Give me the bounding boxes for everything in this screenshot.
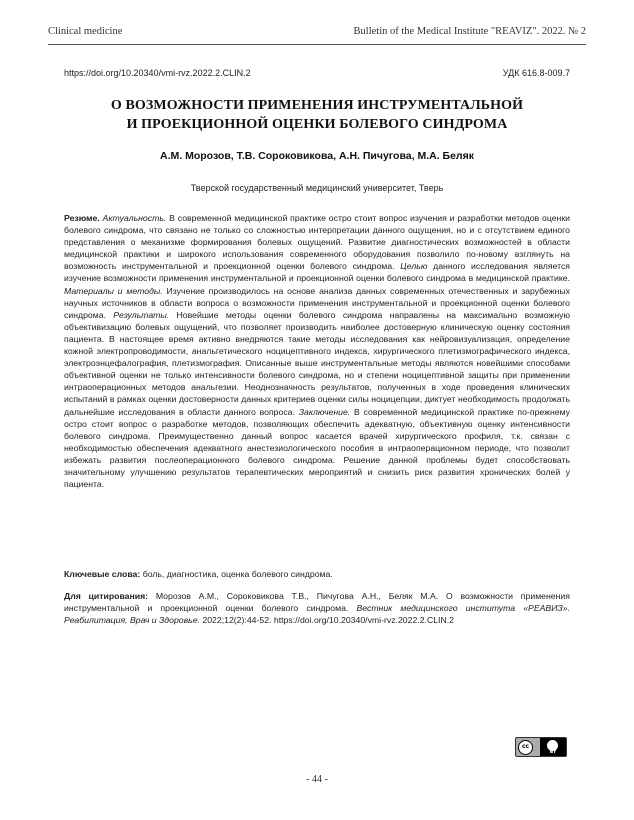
keywords [64,568,570,580]
udk-code: УДК 616.8-009.7 [502,68,570,78]
title-line-1: О ВОЗМОЖНОСТИ ПРИМЕНЕНИЯ ИНСТРУМЕНТАЛЬНОЙ [110,98,524,113]
abstract [64,212,570,490]
conclusion-label: Заключение. [298,406,351,417]
conclusion-text: В современной медицинской практике по-прежнему остро стоит вопрос о разработке методов, позволяющих обеспечить адекватную, объективную оценку интенсивности болевого синдрома. Преимущественно данный вопрос касается врачей хирургического профиля, т.к. связан с необходимостью обеспечения адекватного анестезиологического пособия в интраоперационном периоде, что позволит избежать развития послеоперационного болевого синдрома. Решение данной проблемы будет способствовать значительному улучшению результатов терапевтических мероприятий и снизить риск развития хронических болей у пациента. [64,406,570,490]
methods-label: Материалы и методы. [64,285,163,296]
citation-tail: 2022;12(2):44-52. https://doi.org/10.20340/vmi-rvz.2022.2.CLIN.2 [202,615,454,626]
relevance-label: Актуальность. [102,213,167,223]
aim-text: данного исследования является изучение возможности применения инструментальной и проекционной оценки болевого синдрома в медицинской практике. [64,261,570,284]
doi-link[interactable]: https://doi.org/10.20340/vmi-rvz.2022.2.CLIN.2 [64,68,251,78]
page-number: - 44 - [306,774,328,785]
by-label: BY [549,750,557,755]
affiliation: Тверской государственный медицинский университет, Тверь [190,183,444,193]
results-text: Новейшие методы оценки болевого синдрома направлены на максимально возможную объективизацию болевых ощущений, что позволяет производить наиболее достоверную клиническую оценку состояния пациента. В настоящее время активно внедряются такие методы исследования как нейровизуализация, определение кожной электропроводимости, анальгетического ноцицептивного индекса, хирургического плетизмографического индекса, электроэнцефалография, плетизмография. Описанные выше инструментальные методы являются новейшими способами объективной оценки не только интенсивности болевого синдрома, но и степени ноцицептивной защиты при применении интраоперационных методов анальгезии. Неоднозначность результатов, полученных в ходе проведения клинических испытаний в рамках оценки достоверности данных критериев оценки силы ноцицепции, диктует необходимость продолжать дальнейшие исследования в области данного вопроса. [64,309,570,417]
title-line-2: И ПРОЕКЦИОННОЙ ОЦЕНКИ БОЛЕВОГО СИНДРОМА [126,117,508,132]
cc-icon: cc [518,740,533,755]
citation-journal: Вестник медицинского института «РЕАВИЗ». Реабилитация, Врач и Здоровье. [64,603,570,626]
article-title [64,96,570,134]
citation-text: Морозов А.М., Сороковикова Т.В., Пичугова А.Н., Беляк М.А. О возможности применения инструментальной и проекционной оценки болевого синдрома. [64,591,570,614]
abstract-label: Резюме. [64,213,100,223]
authors: А.М. Морозов, Т.В. Сороковикова, А.Н. Пичугова, М.А. Беляк [160,150,474,162]
header-divider [48,44,586,45]
relevance-text: В современной медицинской практике остро стоит вопрос изучения и разработки методов оценки болевого синдрома, что связано не только со сложностью интерпретации данного ощущения, но и с отсутствием единого представления о механизме формирования болевых ощущений. Развитие диагностических возможностей в области медицинской практики и широкого использования современного оборудования позволило по-новому взглянуть на возможность инструментальной и проекционной оценки болевого синдрома. [64,213,570,272]
section-name: Clinical medicine [48,26,123,37]
aim-label: Целью [400,261,428,272]
keywords-text: боль, диагностика, оценка болевого синдрома. [142,569,333,579]
running-header [48,26,586,42]
journal-name: Bulletin of the Medical Institute "REAVIZ". 2022. № 2 [353,26,586,37]
cc-by-license-badge[interactable] [515,737,567,757]
keywords-label: Ключевые слова: [64,569,141,579]
citation [64,590,570,626]
methods-text: Изучение производилось на основе анализа данных современных отечественных и зарубежных научных источников в области вопроса о возможности применения инструментальной и проекционной оценки болевого синдрома. [64,285,570,320]
results-label: Результаты. [113,309,170,320]
citation-label: Для цитирования: [64,591,149,601]
